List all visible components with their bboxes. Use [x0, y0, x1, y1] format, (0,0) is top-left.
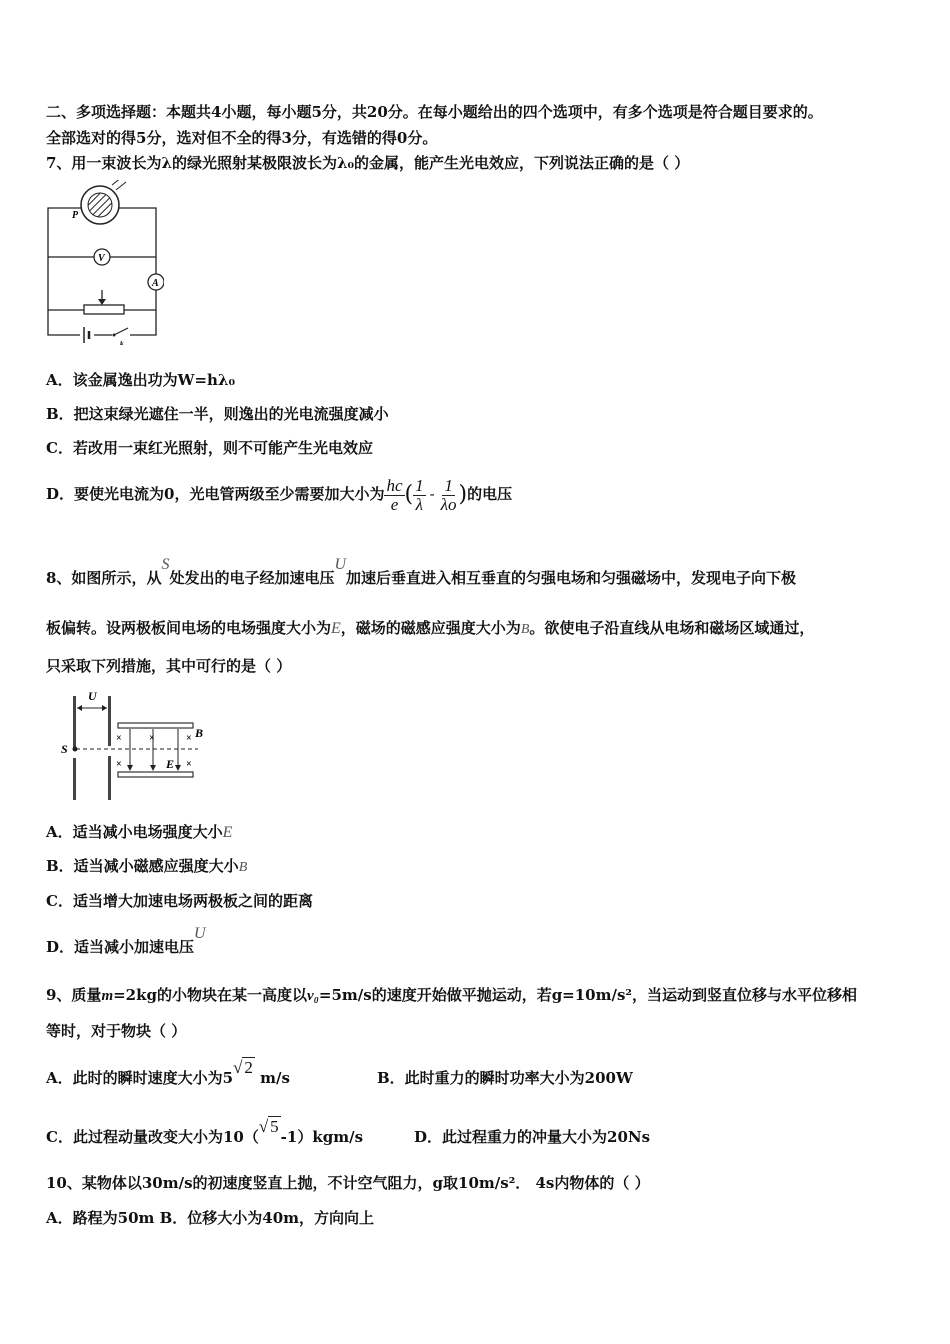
- formula-hc: hc: [386, 475, 403, 495]
- formula-lambda: λ: [415, 494, 424, 514]
- q8-line2-a: 板偏转。设两极板间电场的电场强度大小为: [46, 619, 332, 637]
- q8-var-b: B: [520, 622, 530, 637]
- accelerator-plate-right-bottom: [108, 756, 111, 800]
- formula-one-b: 1: [444, 475, 453, 495]
- fig-label-u: U: [88, 689, 97, 703]
- rheostat-icon: [84, 290, 156, 314]
- q7-circuit-figure: [42, 180, 164, 345]
- fig-label-s: S: [61, 742, 68, 756]
- q8-option-d-text: D．适当减小加速电压: [46, 938, 195, 956]
- q9-option-d: D．此过程重力的冲量大小为20Ns: [414, 1128, 651, 1146]
- q9-option-c-prefix: C．此过程动量改变大小为10（: [46, 1128, 259, 1146]
- formula-one-over-lambda: [413, 477, 426, 514]
- q10-stem: 10、某物体以30m/s的初速度竖直上抛，不计空气阻力，g取10m/s²． 4s内物体的（ ）: [46, 1174, 650, 1192]
- q8-option-d-var: U: [194, 925, 206, 942]
- q7-option-d-prefix: D．要使光电流为0，光电管两级至少需要加大小为: [46, 485, 385, 503]
- formula-paren-close: ): [458, 482, 468, 507]
- formula-one-a: 1: [415, 475, 424, 495]
- formula-minus: -: [429, 485, 435, 503]
- q8-var-s: S: [161, 556, 170, 573]
- accelerator-plate-left-bottom: [73, 758, 76, 800]
- section-header-line1: 二、多项选择题：本题共4小题，每小题5分，共20分。在每小题给出的四个选项中，有多个选项是符合题目要求的。: [46, 103, 823, 121]
- q8-option-b: [46, 856, 247, 878]
- q9-option-c-suffix: -1）kgm/s: [280, 1128, 364, 1146]
- accelerator-plate-right-top: [108, 696, 111, 746]
- fig-label-e: E: [166, 757, 175, 771]
- q8-option-b-text: B．适当减小磁感应强度大小: [46, 857, 239, 875]
- q7-option-d-suffix: 的电压: [467, 485, 513, 503]
- q8-line2-b: ，磁场的磁感应强度大小为: [340, 619, 521, 637]
- q8-var-e: E: [331, 620, 341, 637]
- q8-line1-a: 8、如图所示，从: [46, 569, 162, 587]
- q8-field-figure: [58, 686, 218, 806]
- fig-label-b: B: [195, 726, 204, 740]
- deflection-plate-top: [118, 723, 193, 728]
- label-p: P: [72, 210, 79, 221]
- q9-option-a-prefix: A．此时的瞬时速度大小为5: [46, 1069, 234, 1087]
- q8-option-b-var: B: [238, 860, 248, 875]
- q8-option-d: [46, 925, 206, 958]
- switch-icon: [112, 328, 130, 345]
- field-x-mark: ×: [186, 759, 192, 770]
- q8-line2-c: 。欲使电子沿直线从电场和磁场区域通过，: [529, 619, 815, 637]
- formula-lambda0: λo: [440, 494, 457, 514]
- q8-line3: 只采取下列措施，其中可行的是（ ）: [46, 657, 292, 675]
- field-x-mark: ×: [116, 759, 122, 770]
- q8-option-a-text: A．适当减小电场强度大小: [46, 823, 223, 841]
- q7-option-b: B．把这束绿光遮住一半，则逸出的光电流强度减小: [46, 405, 389, 423]
- label-k: k: [120, 340, 124, 345]
- q9-option-c: [46, 1117, 364, 1147]
- q9-line1-b: =2kg的小物块在某一高度以: [113, 986, 307, 1004]
- accelerator-plate-left-top: [73, 696, 76, 751]
- deflection-plate-bottom: [118, 772, 193, 777]
- field-x-mark: ×: [186, 733, 192, 744]
- formula-e: e: [390, 494, 399, 514]
- formula-one-over-lambda0: [439, 477, 459, 514]
- q8-option-c: C．适当增大加速电场两极板之间的距离: [46, 892, 313, 910]
- q7-option-a: A．该金属逸出功为W=hλ₀: [46, 371, 236, 389]
- q8-option-a: [46, 822, 232, 843]
- q8-line2: [46, 618, 814, 640]
- q7-option-d: [46, 470, 512, 519]
- q9-option-a: [46, 1058, 290, 1088]
- section-header-line2: 全部选对的得5分，选对但不全的得3分，有选错的得0分。: [46, 129, 438, 147]
- sqrt-icon: √ 5: [258, 1117, 279, 1136]
- q8-var-u: U: [334, 556, 347, 573]
- q9-option-a-radicand: 2: [244, 1058, 253, 1077]
- formula-paren-open: (: [404, 482, 414, 507]
- label-v: V: [98, 253, 105, 264]
- q9-option-c-radicand: 5: [270, 1117, 279, 1136]
- formula-hc-over-e: [384, 477, 404, 514]
- q9-line1-a: 9、质量: [46, 986, 102, 1004]
- battery-icon: [80, 327, 94, 343]
- q9-line1: [46, 985, 857, 1006]
- field-x-mark: ×: [149, 733, 155, 744]
- q9-line1-c: =5m/s的速度开始做平抛运动，若g=10m/s²，当运动到竖直位移与水平位移相: [318, 986, 857, 1004]
- field-x-mark: ×: [116, 733, 122, 744]
- q7-option-c: C．若改用一束红光照射，则不可能产生光电效应: [46, 439, 373, 457]
- q8-line1-b: 处发出的电子经加速电压: [169, 569, 335, 587]
- q8-option-a-var: E: [222, 824, 233, 841]
- q10-options: A．路程为50m B．位移大小为40m，方向向上: [46, 1209, 375, 1227]
- sqrt-icon: √ 2: [233, 1058, 253, 1077]
- q8-line1: [46, 556, 797, 589]
- q8-line1-c: 加速后垂直进入相互垂直的匀强电场和匀强磁场中，发现电子向下极: [346, 569, 797, 587]
- q9-option-b: B．此时重力的瞬时功率大小为200W: [377, 1069, 633, 1087]
- ammeter-icon: [148, 274, 164, 290]
- q9-line2: 等时，对于物块（ ）: [46, 1022, 187, 1040]
- label-a: A: [152, 278, 159, 289]
- phototube-icon: [81, 180, 126, 224]
- q9-option-a-suffix: m/s: [260, 1069, 290, 1087]
- q9-var-m: m: [101, 988, 114, 1004]
- voltmeter-icon: [94, 249, 110, 265]
- q9-var-v0: v₀: [307, 988, 319, 1004]
- q7-stem: 7、用一束波长为λ的绿光照射某极限波长为λ₀的金属，能产生光电效应，下列说法正确的是（ ）: [46, 154, 690, 172]
